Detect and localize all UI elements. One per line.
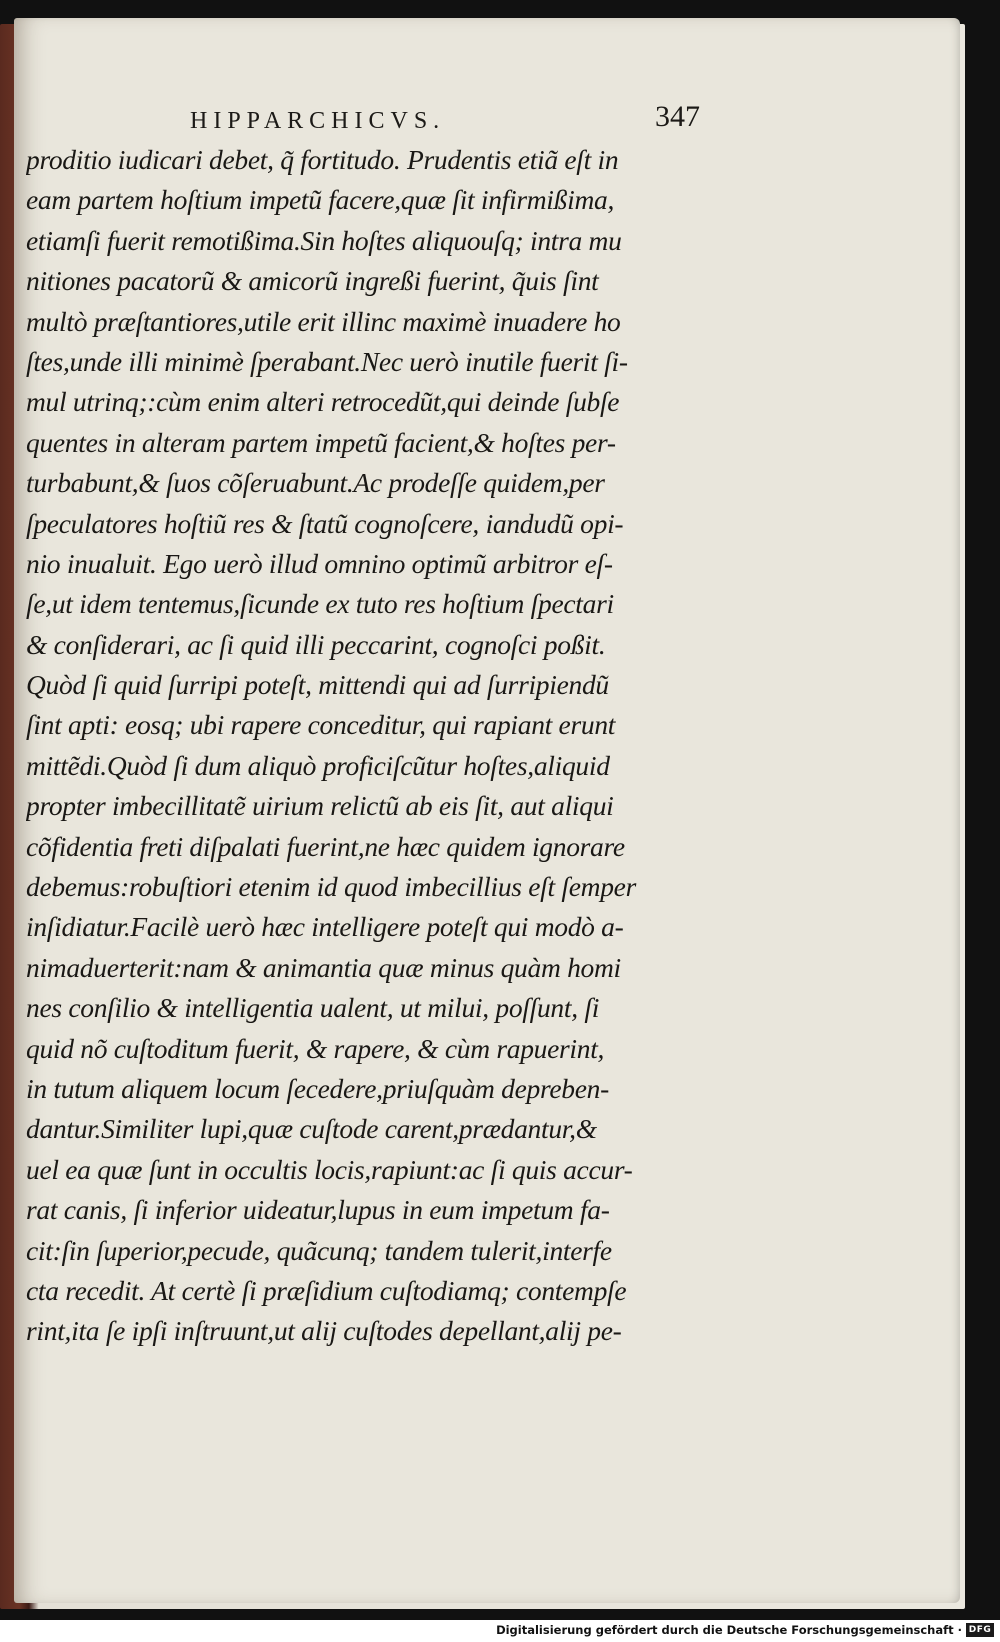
text-line: mul utrinq;:cùm enim alteri retrocedũt,qui deinde ſubſe [26,386,620,418]
text-line: eam partem hoſtium impetũ facere,quæ ſit infirmißima, [26,184,615,216]
text-line: quid nõ cuſtoditum fuerit, & rapere, & cùm rapuerint, [26,1032,605,1064]
text-line: rint,ita ſe ipſi inſtruunt,ut alij cuſtodes depellant,alij pe- [26,1315,622,1347]
text-line: Quòd ſi quid ſurripi poteſt, mittendi qui ad ſurripiendũ [26,669,609,701]
text-line: & conſiderari, ac ſi quid illi peccarint, cognoſci poßit. [26,628,606,660]
body-text [26,140,716,1352]
footer-bar [0,1620,1000,1642]
text-line: cõfidentia freti diſpalati fuerint,ne hæc quidem ignorare [26,830,625,862]
text-line: uel ea quæ ſunt in occultis locis,rapiunt:ac ſi quis accur- [26,1153,633,1185]
text-line: ſe,ut idem tentemus,ſicunde ex tuto res hoſtium ſpectari [26,588,614,620]
text-line: propter imbecillitatẽ uirium relictũ ab eis ſit, aut aliqui [26,790,614,822]
running-title: HIPPARCHICVS. [190,108,446,134]
text-line: rat canis, ſi inferior uideatur,lupus in eum impetum fa- [26,1194,610,1226]
text-line: nio inualuit. Ego uerò illud omnino optimũ arbitror eſ- [26,547,613,579]
text-line: inſidiatur.Facilè uerò hæc intelligere poteſt qui modò a- [26,911,624,943]
text-line: mittẽdi.Quòd ſi dum aliquò proficiſcũtur hoſtes,aliquid [26,749,610,781]
text-line: cta recedit. At certè ſi præſidium cuſtodiamq; contempſe [26,1274,627,1306]
text-line: cit:ſin ſuperior,pecude, quãcunq; tandem tulerit,interfe [26,1234,612,1266]
text-line: ſtes,unde illi minimè ſperabant.Nec uerò inutile fuerit ſi- [26,345,628,377]
text-line: nes conſilio & intelligentia ualent, ut milui, poſſunt, ſi [26,992,600,1024]
text-line: proditio iudicari debet, q̃ fortitudo. Prudentis etiã eſt in [26,144,619,175]
text-line: etiamſi fuerit remotißima.Sin hoſtes aliquouſq; intra mu [26,224,622,256]
text-line: nitiones pacatorũ & amicorũ ingreßi fuerint, q̃uis ſint [26,265,599,297]
digitization-credit: Digitalisierung gefördert durch die Deutsche Forschungsgemeinschaft · [496,1623,962,1637]
text-line: ſpeculatores hoſtiũ res & ſtatũ cognoſcere, iandudũ opi- [26,507,624,539]
text-line: dantur.Similiter lupi,quæ cuſtode carent,prædantur,& [26,1113,597,1145]
text-line: nimaduerterit:nam & animantia quæ minus quàm homi [26,951,621,983]
text-line: multò præſtantiores,utile erit illinc maximè inuadere ho [26,305,621,337]
page-number: 347 [655,100,700,133]
text-line: ſint apti: eosq; ubi rapere conceditur, qui rapiant erunt [26,709,616,741]
text-line: in tutum aliquem locum ſecedere,priuſquàm depreben- [26,1072,609,1104]
running-head [180,100,700,140]
text-line: turbabunt,& ſuos cõſeruabunt.Ac prodeſſe quidem,per [26,467,605,499]
dfg-logo: DFG [966,1623,994,1637]
text-line: quentes in alteram partem impetũ facient,& hoſtes per- [26,426,616,458]
text-line: debemus:robuſtiori etenim id quod imbecillius eſt ſemper [26,871,636,903]
